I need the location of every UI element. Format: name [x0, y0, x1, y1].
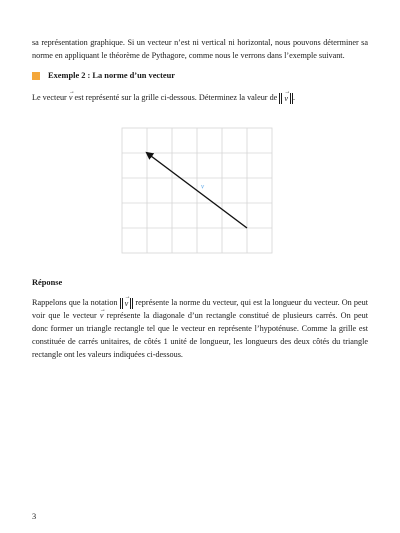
page-number: 3 — [32, 512, 37, 521]
response-text-2: représente la norme du vecteur, qui est la longueur du vecteur. On peut voir que le vecteur — [32, 298, 368, 320]
response-text-3: représente la diagonale d’un rectangle constitué de plusieurs carrés. On peut donc former un triangle rectangle tel que le vecteur en représente l’hypoténuse. Comme la grille est constituée de carrés unitaires, de côtés 1 unité de longueur, les longueurs des deux côtés du triangle rectangle ont les valeurs indiquées ci-dessous. — [32, 311, 368, 359]
question-text-1: Le vecteur — [32, 93, 69, 102]
norm-vector-symbol: → v — [284, 94, 288, 103]
response-norm-notation — [120, 298, 134, 309]
vector-symbol: → v — [69, 93, 73, 102]
response-text-1: Rappelons que la notation — [32, 298, 120, 307]
question-text-3: . — [293, 93, 296, 102]
vector-label: v — [201, 182, 205, 191]
example-title: Exemple 2 : La norme d’un vecteur — [48, 71, 176, 80]
intro-paragraph: sa représentation graphique. Si un vecteur n’est ni vertical ni horizontal, nous pouvons déterminer sa norme en appliquant le théorème de Pythagore, comme nous le verrons dans l’exemple suivant. — [32, 38, 368, 60]
question-text-2: est représenté sur la grille ci-dessous. Déterminez la valeur de — [72, 93, 280, 102]
response-paragraph — [32, 296, 368, 361]
response-heading: Réponse — [32, 278, 63, 287]
response-norm-vector-symbol: → v — [125, 299, 129, 308]
vector-grid-figure — [90, 90, 280, 256]
example-heading — [32, 71, 368, 80]
norm-notation — [279, 93, 296, 104]
response-vector-symbol: → v — [100, 311, 104, 320]
orange-square-icon — [32, 72, 40, 80]
